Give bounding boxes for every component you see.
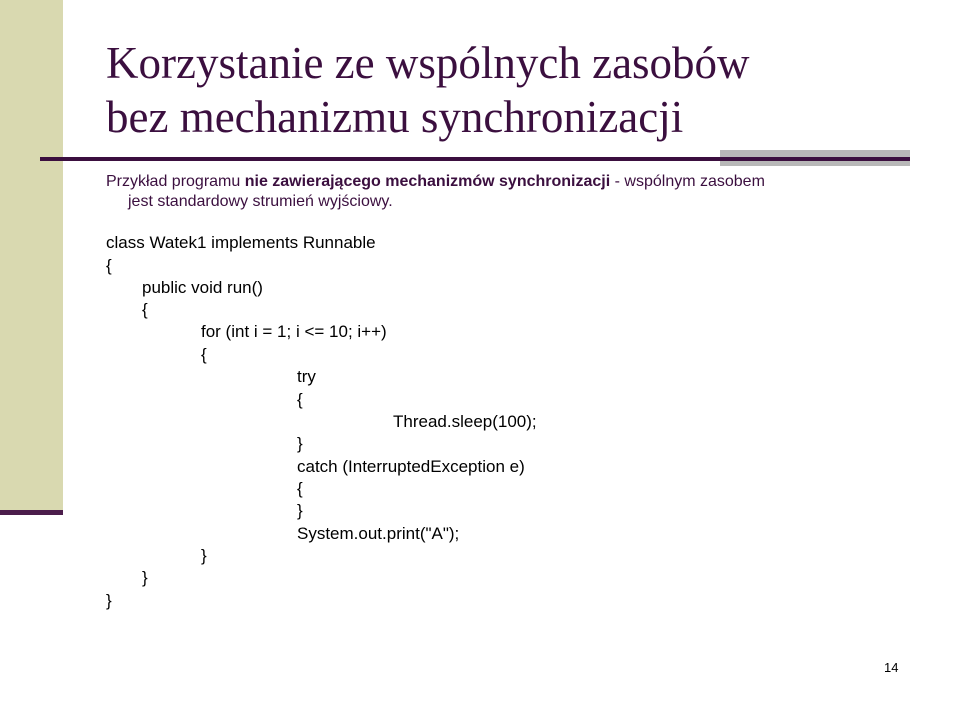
intro-paragraph	[106, 172, 896, 212]
code-line-7: try	[297, 367, 316, 386]
slide-title-line-1: Korzystanie ze wspólnych zasobów	[106, 38, 750, 88]
slide-title	[106, 36, 750, 144]
code-line-15: }	[201, 546, 207, 565]
intro-text-bold: nie zawierającego mechanizmów synchronizacji	[244, 173, 611, 190]
title-rule	[40, 157, 910, 161]
code-line-17: }	[106, 591, 112, 610]
code-line-11: catch (InterruptedException e)	[297, 457, 525, 476]
page-number: 14	[884, 660, 899, 675]
code-line-2: {	[106, 256, 112, 275]
code-line-10: }	[297, 434, 303, 453]
code-line-8: {	[297, 390, 303, 409]
code-line-16: }	[142, 568, 148, 587]
intro-text-part1: Przykład programu	[106, 173, 245, 190]
code-line-9: Thread.sleep(100);	[393, 412, 537, 431]
intro-text-line2: jest standardowy strumień wyjściowy.	[128, 193, 393, 210]
code-line-14: System.out.print("A");	[297, 524, 460, 543]
code-line-6: {	[201, 345, 207, 364]
slide-title-line-2: bez mechanizmu synchronizacji	[106, 92, 684, 142]
side-decor-line	[0, 510, 63, 515]
code-line-13: }	[297, 501, 303, 520]
code-line-3: public void run()	[142, 278, 263, 297]
code-line-4: {	[142, 300, 148, 319]
intro-text-part2: - wspólnym zasobem	[610, 173, 765, 190]
code-line-1: class Watek1 implements Runnable	[106, 233, 376, 252]
code-line-12: {	[297, 479, 303, 498]
side-decor-bar	[0, 0, 63, 510]
code-line-5: for (int i = 1; i <= 10; i++)	[201, 322, 387, 341]
